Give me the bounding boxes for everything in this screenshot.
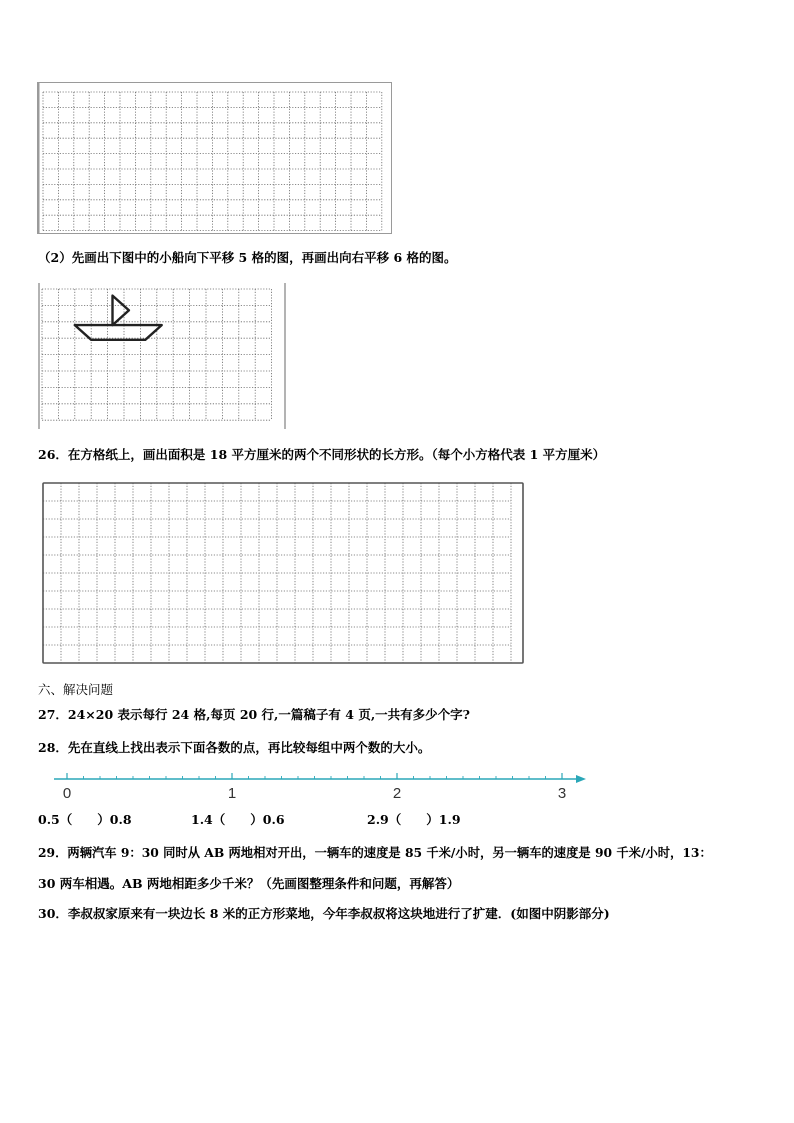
grid-rectangles-svg	[42, 482, 525, 664]
q30-text: 30．李叔叔家原来有一块边长 8 米的正方形菜地，今年李叔叔将这块地进行了扩建．(如图中阴影部分)	[38, 906, 610, 921]
comparison-2-blank[interactable]: （ ）	[212, 812, 263, 827]
boat-hull	[75, 325, 162, 340]
grid-top-frame	[38, 83, 392, 234]
number-line-label: 3	[557, 785, 567, 802]
grid-rectangles[interactable]	[42, 482, 525, 664]
grid-top-lines	[43, 92, 382, 231]
comparison-1-blank[interactable]: （ ）	[59, 812, 110, 827]
number-line-svg	[50, 768, 590, 804]
q28-text: 28．先在直线上找出表示下面各数的点，再比较每组中两个数的大小。	[38, 740, 431, 755]
grid-top	[37, 82, 392, 234]
grid-boat-svg	[38, 283, 286, 429]
grid-boat	[38, 283, 286, 429]
comparison-3-blank[interactable]: （ ）	[388, 812, 439, 827]
grid-top-svg	[37, 82, 392, 234]
q27-text: 27．24×20 表示每行 24 格,每页 20 行,一篇稿子有 4 页,一共有多少个字?	[38, 707, 470, 722]
q25-part2-instruction: （2）先画出下图中的小船向下平移 5 格的图，再画出向右平移 6 格的图。	[38, 250, 457, 265]
grid-rect-lines	[43, 483, 511, 663]
number-line[interactable]	[50, 768, 590, 804]
comparison-3-right: 1.9	[438, 812, 461, 827]
comparison-1	[38, 812, 132, 828]
number-line-arrow-icon	[576, 775, 586, 783]
comparison-3	[367, 812, 461, 828]
q29-line2: 30 两车相遇。AB 两地相距多少千米？（先画图整理条件和问题，再解答）	[38, 876, 460, 891]
comparison-2-left: 1.4	[191, 812, 213, 827]
comparison-2	[191, 812, 285, 828]
q26-text: 26．在方格纸上，画出面积是 18 平方厘米的两个不同形状的长方形。（每个小方格代表 1 平方厘米）	[38, 447, 606, 462]
section-heading: 六、解决问题	[38, 682, 114, 697]
number-line-label: 2	[392, 785, 402, 802]
comparison-1-right: 0.8	[109, 812, 132, 827]
comparison-2-right: 0.6	[262, 812, 285, 827]
number-line-label: 1	[227, 785, 237, 802]
comparison-3-left: 2.9	[367, 812, 389, 827]
q29-line1: 29．两辆汽车 9：30 同时从 AB 两地相对开出，一辆车的速度是 85 千米/小时，另一辆车的速度是 90 千米/小时，13：	[38, 845, 712, 860]
comparison-1-left: 0.5	[38, 812, 60, 827]
number-line-label: 0	[62, 785, 72, 802]
boat-sail	[113, 296, 129, 326]
grid-boat-lines	[42, 289, 272, 420]
